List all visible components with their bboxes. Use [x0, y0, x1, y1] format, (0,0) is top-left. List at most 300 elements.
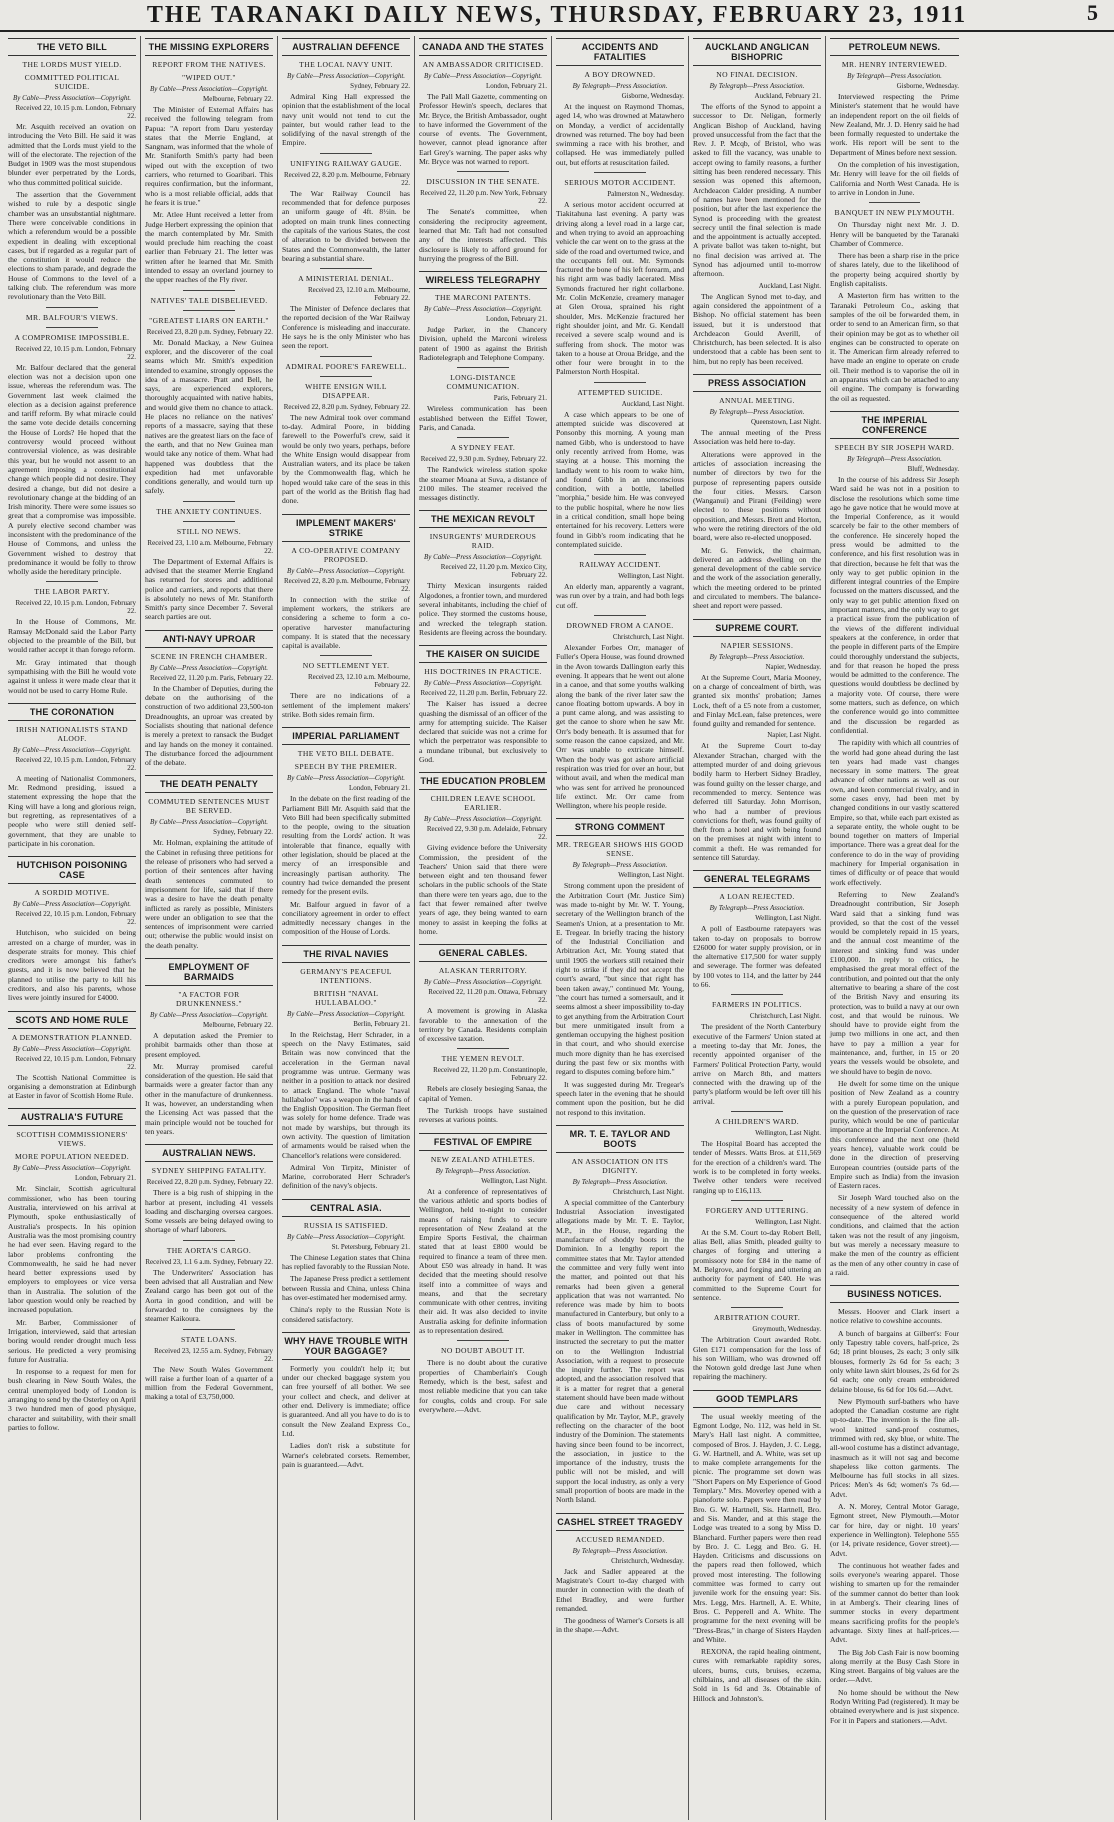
article-headline: STRONG COMMENT	[556, 818, 684, 836]
article-subheading: THE LORDS MUST YIELD.	[22, 60, 122, 69]
dateline: Received 23, 1.1 6 a.m. Sydney, February 22.	[145, 1257, 273, 1266]
article-subheading: A BOY DROWNED.	[584, 70, 656, 79]
article-body	[556, 1198, 684, 1505]
section-subheading: ADMIRAL POORE'S FAREWELL.	[285, 361, 407, 371]
paragraph: The Japanese Press predict a settlement between Russia and China, unless China has over-estimated her modernised army.	[282, 1274, 410, 1302]
dateline: Christchurch, Wednesday.	[611, 1556, 684, 1565]
paragraph: Alexander Forbes Orr, manager of Fuller's Opera House, was found drowned in the Avon towards Dallington early this evening. It appears that he went out alone in a canoe, and that some youths walking along the bank of the river later saw the canoe floating bottom upwards. A boy in a punt came along, and was assisting to get the canoe to shore when he saw Mr. Orr's body beneath. It is assumed that for some reason the canoe capsized, and Mr. Orr was unable to extricate himself. When the body was got ashore artificial respiration was tried for over an hour, but without avail, and when the medical man who was sent for arrived he pronounced life extinct. Mr. Orr came from Wellington, where his people reside.	[556, 643, 684, 811]
section-subheading: A SYDNEY FEAT.	[450, 443, 516, 453]
paragraph: The president of the North Canterbury executive of the Farmers' Union stated at a meeting to-day that Mr. Jones, the recently appointed organiser of the Farmers' Political Protection Party, would arrive on March 8th, and matters connected with the drawing up of the party's platform would be left over till his arrival.	[693, 1022, 821, 1106]
dateline: Wellington, Last Night.	[755, 914, 821, 923]
article	[8, 856, 136, 1002]
article-headline: BUSINESS NOTICES.	[830, 1285, 959, 1303]
article-body	[282, 92, 410, 148]
paragraph: Admiral King Hall expressed the opinion that the establishment of the local navy unit would not tend to cut the painter, but would rather lead to the solidifying of the naval strength of the Empire.	[282, 92, 410, 148]
byline: By Telegraph—Press Association.	[709, 904, 805, 913]
article-subheading: IRISH NATIONALISTS STAND ALOOF.	[16, 724, 128, 743]
article-headline: GENERAL CABLES.	[419, 944, 547, 962]
article	[693, 374, 821, 611]
article-subheading: AN AMBASSADOR CRITICISED.	[422, 60, 544, 69]
article-headline: SUPREME COURT.	[693, 619, 821, 637]
article-subheading: NAPIER SESSIONS.	[720, 640, 794, 650]
article-headline: THE DEATH PENALTY	[145, 775, 273, 793]
section-divider	[869, 202, 921, 203]
article	[556, 818, 684, 1116]
paragraph: The Senate's committee, when considering the reciprocity agreement, learned that Mr. Taft had not consulted any of the interests affected. This disclosure is likely to afford ground for hurrying the progress of the Bill.	[419, 207, 547, 263]
section-subheading: SPEECH BY THE PREMIER.	[294, 762, 398, 772]
paragraph: An elderly man, apparently a vagrant, was run over by a train, and had both legs cut off.	[556, 582, 684, 610]
section-divider	[183, 310, 234, 311]
article-body	[145, 557, 273, 622]
article-body	[145, 1031, 273, 1136]
dateline: Wellington, Last Night.	[618, 572, 684, 581]
byline: By Telegraph—Press Association.	[572, 1177, 668, 1186]
paragraph: Mr. Gray intimated that though sympathising with the Bill he would vote against it unless it were made clear that it would not be used to carry Home Rule.	[8, 657, 136, 695]
article-headline: ACCIDENTS AND FATALITIES	[556, 38, 684, 66]
paragraph: The Minister of Defence declares that the reported decision of the War Railway Conference is misleading and inaccurate. He says he is the only Minister who has seen the report.	[282, 304, 410, 351]
section-subheading: COMMITTED POLITICAL SUICIDE.	[24, 73, 120, 91]
article-body	[282, 304, 410, 350]
paragraph: In the House of Commons, Mr. Ramsay McDonald said the Labor Party objected to the preamble of the Bill, but would rather accept it than forego reform.	[8, 617, 136, 655]
article-body	[282, 1253, 410, 1324]
article-subheading: ANNUAL MEETING.	[719, 396, 795, 406]
article	[419, 944, 547, 1124]
byline: By Cable—Press Association—Copyright.	[286, 774, 406, 783]
article-body	[145, 1268, 273, 1324]
article-subheading: COMMUTED SENTENCES MUST BE SERVED.	[148, 797, 270, 816]
paragraph: A case which appears to be one of attempted suicide was discovered at Ponsonby this morning. A young man named Gibb, who is understood to have only recently arrived from Home, was staying at a house. This morning the landlady went to his room to wake him, and found Gibb in an unconscious condition, with a bottle, labelled "morphia," beside him. He was conveyed to the public hospital, where he now lies in a critical condition, small hope being entertained for his recovery. Letters were found in Gibb's room indicating that he contemplated suicide.	[556, 409, 684, 549]
column-6	[689, 36, 826, 1820]
dateline: Received 22, 10.15 p.m. London, February 22.	[15, 755, 136, 772]
article-body	[556, 200, 684, 377]
dateline: Received 22, 8.20 p.m. Sydney, February 22.	[283, 402, 410, 411]
article-body	[693, 102, 821, 279]
dateline: London, February 21.	[348, 784, 410, 793]
section-divider	[320, 376, 371, 377]
article	[282, 727, 410, 936]
article	[145, 958, 273, 1136]
paragraph: The Big Job Cash Fair is now booming along merrily at the Busy Cash Store in King street. Bargains of big values are the order.—Advt.	[830, 1647, 959, 1685]
article	[145, 630, 273, 768]
article	[8, 1011, 136, 1101]
article	[145, 38, 273, 622]
article-headline: WHY HAVE TROUBLE WITH YOUR BAGGAGE?	[282, 1332, 410, 1360]
article-subheading: CHILDREN LEAVE SCHOOL EARLIER.	[430, 794, 536, 813]
article-body	[693, 292, 821, 366]
article-body	[282, 1364, 410, 1469]
paragraph: The Chinese Legation states that China has replied favorably to the Russian Note.	[282, 1252, 410, 1272]
dateline: Gisborne, Wednesday.	[621, 92, 684, 100]
article-subheading: NEW ZEALAND ATHLETES.	[430, 1154, 536, 1164]
paragraph: No home should be without the New Rodyn Writing Pad (registered). It may be obtained everywhere and is just sixpence. For it in Papers and stationers.—Advt.	[830, 1687, 959, 1725]
article	[556, 38, 684, 810]
section-divider	[183, 1240, 234, 1241]
paragraph: The Arbitration Court awarded Robt. Glen £171 compensation for the loss of his son William, who was drowned off the Notown gold dredge last June when repairing the machinery.	[693, 1335, 821, 1382]
section-divider	[594, 172, 645, 173]
paragraph: At the inquest on Raymond Thomas, aged 14, who was drowned at Matawhero on Monday, a verdict of accidentally drowned was returned. The boy had been swimming a race with his brother, and collapsed. He was immediately pulled out, but efforts at resuscitation failed.	[556, 102, 684, 167]
paragraph: Interviewed respecting the Prime Minister's statement that he would have an independent report on the oil fields of New Zealand, Mr. J. D. Henry said he had been formally requested to undertake the work. His report will be sent to the Department of Mines before next session.	[830, 92, 959, 157]
dateline: Received 22, 8.20 p.m. Melbourne, February 22.	[284, 576, 410, 593]
section-subheading: BRITISH "NAVAL HULLABALOO."	[313, 988, 379, 1007]
article	[693, 870, 821, 1381]
article-body	[556, 102, 684, 167]
byline: By Cable—Press Association—Copyright.	[12, 900, 132, 909]
paragraph: A poll of Eastbourne ratepayers was taken to-day on proposals to borrow £26000 for water supply provision, or in the alternative £17,500 for water supply and sewerage. The former was defeated by 100 votes to 114, and the latter by 244 to 66.	[693, 924, 821, 990]
dateline: Wellington, Last Night.	[618, 871, 684, 880]
byline: By Cable—Press Association—Copyright.	[423, 305, 543, 314]
paragraph: At the Supreme Court, Maria Mooney, on a charge of concealment of birth, was granted six months' probation; James Lock, theft of a £5 note from a customer, and Finlay McLean, false pretences, were found guilty and remanded for sentence.	[693, 672, 821, 729]
paragraph: The goodness of Warner's Corsets is all in the shape.—Advt.	[556, 1616, 684, 1635]
article-body	[419, 581, 547, 637]
article-subheading: MR. TREGEAR SHOWS HIS GOOD SENSE.	[556, 840, 684, 859]
article-headline: EMPLOYMENT OF BARMAIDS	[145, 958, 273, 986]
article-headline: GOOD TEMPLARS	[693, 1390, 821, 1408]
dateline: Received 23, 1.10 a.m. Melbourne, February 22.	[147, 538, 273, 555]
article-body	[693, 1228, 821, 1302]
paragraph: A special committee of the Canterbury Industrial Association investigated allegations made by Mr. T. E. Taylor, M.P., in the House, regarding the manufacture of shoddy boots in the Dominion. In a lengthy report the committee states that Mr. Taylor attended the committee and very fully went into the matter, and pointed out that his remarks had been given a general application that was not warranted. No reference was made by him to boots manufactured in Canterbury, but only to a class of boots manufactured by some maker in Wellington. The committee has instructed the secretary to put the matter on to the Wellington Industrial Association, with a request to prosecute the inquiry further. The report was adopted, and the association resolved that it is a matter for regret that a general statement should have been made without due care and without necessary qualification by Mr. Taylor, M.P., gravely reflecting on the character of the boot industry of the Dominion. The statements having since been found to be incorrect, the association, in justice to the importance of the industry, trusts the public will not be misled, and will support the local industry, as only a very small proportion of boots are made in the North Island.	[556, 1197, 684, 1505]
paragraph: There is no doubt about the curative properties of Chamberlain's Cough Remedy, which is the best, safest and most reliable medicine that you can take for coughs, colds and croup. For sale everywhere.—Advt.	[419, 1358, 547, 1414]
article-headline: MR. T. E. TAYLOR AND BOOTS	[556, 1125, 684, 1153]
paragraph: China's reply to the Russian Note is considered satisfactory.	[282, 1305, 410, 1324]
paragraph: The Hospital Board has accepted the tender of Messrs. Watts Bros. at £11,569 for the erection of a children's ward. The work is to be completed in forty weeks. Twelve other tenders were received ranging up to £16,113.	[693, 1139, 821, 1195]
paragraph: On the completion of his investigation, Mr. Henry will leave for the oil fields of California and North West Canada. He is to arrive in London in June.	[830, 160, 959, 197]
dateline: Sydney, February 22.	[213, 828, 273, 837]
byline: By Telegraph—Press Association.	[709, 652, 805, 661]
article	[8, 1108, 136, 1432]
paragraph: A serious motor accident occurred at Tiakitahuna last evening. A party was driving along a level road in a large car, and when trying to avoid an approaching vehicle the car went on to the grass at the side of the road and overturned twice, and the occupants fell out. Mr. Symonds fractured the bone of his left forearm, and his right arm was badly lacerated. Miss Symonds fractured her right collarbone. Mr. Colin McKenzie, creamery manager at Glen Oroua, sprained his right shoulder, Mrs. McKenzie fractured her right shoulder joint, and Mr. G. Kendall received a severe scalp wound and is suffering from shock. The motor was taken to a house at Oroua Bridge, and the other four were brought in to the Palmerston North Hospital.	[556, 200, 684, 377]
paragraph: Mr. Balfour declared that the general election was not a decision upon one issue, whereas the referendum was. The Government last week claimed the election as a decision against preference and tariff reform. By what miracle could the same vote decide details concerning the House of Lords? He hoped that the controversy would proceed without controversial violence, as was desirable this year, but he would not assent to an agreement imposing a constitutional change which people did not desire. They desired a change, but did not desire a revolutionary change at the bidding of an Irish minority. There were some issues so great that a compromise was impossible. A purely elective second chamber was inconsistent with the predominance of the House of Commons, and unless the Government wished to destroy that predominance it would be folly to throw wholly aside the hereditary principle.	[8, 362, 136, 577]
article	[282, 1199, 410, 1324]
dateline: Received 22, 10.15 p.m. London, February 22.	[15, 104, 136, 120]
paragraph: Judge Parker, in the Chancery Division, upheld the Marconi wireless patent of 1900 as against the British Radiotelegraph and Telephone Company.	[419, 325, 547, 363]
article-body	[556, 1567, 684, 1635]
byline: By Telegraph—Press Association.	[435, 1166, 531, 1175]
paragraph: Mr. Barber, Commissioner of Irrigation, interviewed, said that artesian boring would render drought much less serious. He predicted a very promising future for Australia.	[8, 1317, 136, 1364]
article-body	[145, 105, 273, 285]
dateline: Christchurch, Last Night.	[612, 633, 684, 642]
article-body	[8, 774, 136, 848]
section-divider	[183, 521, 234, 522]
section-divider	[183, 1329, 234, 1330]
byline: By Cable—Press Association—Copyright.	[423, 72, 543, 80]
article-subheading: GERMANY'S PEACEFUL INTENTIONS.	[300, 966, 392, 985]
section-subheading: THE AORTA'S CARGO.	[166, 1245, 252, 1255]
article-body	[830, 92, 959, 197]
paragraph: The Pall Mall Gazette, commenting on Professor Hewin's speech, declares that Mr. Bryce, the British Ambassador, ought to have informed the Government of the course of events. The Government, however, cannot plead ignorance after Earl Grey's warning. The paper asks why Mr. Bryce was not warned to report.	[419, 92, 547, 167]
section-subheading: FARMERS IN POLITICS.	[712, 1000, 802, 1010]
masthead-title: THE TARANAKI DAILY NEWS, THURSDAY, FEBRUARY 23, 1911	[146, 1, 968, 28]
section-divider	[46, 327, 97, 328]
paragraph: Strong comment upon the president of the Arbitration Court (Mr. Justice Sim) was made to-night by Mr. W. T. Young, secretary of the Wellington branch of the Seamen's Union, at a presentation to Mr. E. Tregear. In briefly tracing the history of the Industrial Conciliation and Arbitration Act, Mr. Young stated that until 1905 the workers still retained their right to strike if they did not accept the court's award, "but since that right has been taken away," continued Mr. Young, "the court has turned a somersault, and it seems almost a sheer impossibility to-day to get anything from the Arbitration Court but mere unmitigated insult from a gentleman occupying the highest position in that court, and who should exercise much more dignity than he has exercised during the past few or six months with regard to disputes coming before him."	[556, 881, 684, 1077]
article-body	[8, 1073, 136, 1101]
article-body	[556, 410, 684, 549]
article-subheading: AN ASSOCIATION ON ITS DIGNITY.	[571, 1156, 669, 1175]
dateline: Greymouth, Wednesday.	[752, 1325, 821, 1334]
article-body	[419, 1006, 547, 1043]
paragraph: Formerly you couldn't help it; but under our checked baggage system you can free yourself of all bother. We see your collect and check, and deliver at other end. Delivery is immediate; office is guaranteed. And all you have to do is to consult the New Zealand Express Co., Ltd.	[282, 1363, 410, 1438]
paragraph: Wireless communication has been established between the Eiffel Tower, Paris, and Canada.	[419, 404, 547, 432]
paragraph: The usual weekly meeting of the Egmont Lodge, No. 112, was held in St. Mary's Hall last night. A committee, composed of Bros. J. Hayden, J. C. Legg, G. W. Hartnell, and A. White, was set up to make complete arrangements for the picnic. The programme set down was "Short Papers on My Experience of Good Templary." Mrs. Moverley opened with a pianoforte solo. Papers were then read by Bro. G. W. Hartnell, Sis. Hartnell, Bro. and Sis. Mander, and at this stage the Lodge was treated to a song by Miss D. Blanchard. Further papers were then read by Bro. J. C. Legg and Bro. G. H. Hayden. Criticisms and discussions on the papers read then followed, which proved most interesting. The following committee was formed to carry out juvenile work for the ensuing year: Sis. Mrs. Legg, Mrs. Hartnell, A. E. White, Bros. C. Pepperell and A. White. The programme for the next evening will be "Dress-Bras," in charge of Sisters Hayden and White.	[693, 1411, 821, 1644]
section-subheading: ARBITRATION COURT.	[713, 1313, 801, 1323]
paragraph: In the course of his address Sir Joseph Ward said he was not in a position to disclose the resolutions which some time ago he gave notice that he would move at the Imperial Conference, as it would scarcely be fair to the other members of the conference. He sincerely hoped the press would be admitted to the conference, and his first resolution was in that direction, because he felt that was the only way to get public opinion in the different integral countries of the Empire focussed on the matters discussed, and the only way to get public attention fixed on important matters, and the only way to get a practical issue from the publication of the views of the different individual speakers at the conference, in order that the people in different parts of the Empire could thoroughly understand the subjects, and for that reason he hoped the press would be admitted to the conference. The questions would doubtless be declined by a majority vote. Of course, there were some matters, such as defence, on which the conference would go into committee and the discussion be regarded as confidential.	[830, 474, 959, 735]
article	[693, 619, 821, 863]
paragraph: The Turkish troops have sustained reverses at various points.	[419, 1106, 547, 1125]
section-divider	[594, 554, 645, 555]
dateline: Napier, Last Night.	[767, 731, 821, 740]
dateline: Christchurch, Last Night.	[749, 1012, 821, 1021]
article	[419, 772, 547, 936]
section-divider	[457, 1340, 508, 1341]
dateline: Christchurch, Last Night.	[612, 1187, 684, 1196]
byline: By Telegraph—Press Association.	[709, 408, 805, 417]
section-subheading: BANQUET IN NEW PLYMOUTH.	[834, 208, 955, 218]
article-body	[556, 643, 684, 810]
article-body	[693, 741, 821, 862]
section-subheading: RAILWAY ACCIDENT.	[579, 560, 661, 570]
section-divider	[457, 437, 508, 438]
article-headline: THE EDUCATION PROBLEM	[419, 772, 547, 790]
byline: By Cable—Press Association—Copyright.	[423, 978, 543, 987]
article-subheading: A CO-OPERATIVE COMPANY PROPOSED.	[291, 545, 401, 564]
article-headline: SCOTS AND HOME RULE	[8, 1011, 136, 1029]
dateline: Received 22, 10.15 p.m. London, February 22.	[15, 910, 136, 927]
article-body	[419, 325, 547, 362]
article-headline: WIRELESS TELEGRAPHY	[419, 271, 547, 289]
article-headline: AUSTRALIA'S FUTURE	[8, 1108, 136, 1126]
byline: By Cable—Press Association—Copyright.	[12, 1164, 132, 1173]
dateline: Received 22, 10.15 p.m. London, February 22.	[15, 344, 136, 361]
article-subheading: THE MARCONI PATENTS.	[434, 293, 532, 303]
article-subheading: THE VETO BILL DEBATE.	[297, 749, 395, 759]
article-headline: AUSTRALIAN NEWS.	[145, 1144, 273, 1162]
article-headline: CASHEL STREET TRAGEDY	[556, 1513, 684, 1531]
byline: By Telegraph—Press Association.	[572, 861, 668, 870]
article-body	[282, 189, 410, 263]
dateline: Berlin, February 21.	[353, 1019, 410, 1028]
section-divider	[457, 367, 508, 368]
paragraph: Mr. Holman, explaining the attitude of the Cabinet in refusing three petitions for the release of prisoners who had served a portion of their sentences after having death sentences commuted to imprisonment for life, said that if there was a desire to have the death penalty inflicted as rarely as possible, Ministers were under an obligation to see that the sentences of imprisonment were carried out; otherwise the public would insist on the death penalty.	[145, 838, 273, 950]
byline: By Cable—Press Association—Copyright.	[149, 85, 269, 93]
article	[282, 514, 410, 720]
column-3	[278, 36, 415, 1820]
article	[145, 775, 273, 950]
section-divider	[320, 153, 371, 154]
article-body	[282, 413, 410, 506]
dateline: Received 22, 11.20 p.m. Berlin, February 22.	[420, 689, 547, 698]
section-subheading: LONG-DISTANCE COMMUNICATION.	[446, 373, 520, 392]
section-subheading: "WIPED OUT."	[182, 73, 236, 82]
paragraph: Mr. Donald Mackay, a New Guinea explorer, and the discoverer of the coal seams which Mr. Smith's expedition intended to examine, strongly opposes the idea of a massacre. Pratt and Bell, he says, are experienced explorers, thoroughly acquainted with native habits, and would give them no chance to attack. He places no reliance on the natives' reports of a massacre, saying that these natives are the greatest liars on the face of the earth, and that no New Guinea man would take any notice of them. What had happened was doubtless that the expedition had met unfavorable conditions generally, and would turn up safely.	[145, 337, 273, 496]
byline: By Cable—Press Association—Copyright.	[286, 566, 406, 575]
masthead	[0, 0, 1114, 32]
article	[693, 38, 821, 366]
paragraph: In response to a request for men for bush clearing in New South Wales, the central unemployed body of London is arranging to send by the Osterley on April 3 two hundred men of good physique, character and suitability, with their small parties to follow.	[8, 1367, 137, 1432]
section-subheading: FORGERY AND UTTERING.	[705, 1205, 809, 1215]
article-subheading: SPEECH BY SIR JOSEPH WARD.	[834, 442, 955, 452]
paragraph: Mr. Atlee Hunt received a letter from Judge Herbert expressing the opinion that the march contemplated by Mr. Smith would preclude him reaching the coast earlier than February 21. The letter was written after he learned that Mr. Smith intended to essay an overland journey to the upper reaches of the Fly river.	[145, 210, 273, 285]
paragraph: There are no indications of a settlement of the implement makers' strike. Both sides remain firm.	[282, 691, 410, 719]
article	[830, 38, 959, 403]
paragraph: In the Chamber of Deputies, during the debate on the authorising of the construction of two additional 23,500-ton Dreadnoughts, an uproar was created by Socialists shouting that national defence is merely a pretext to ransack the Budget and lay hands on the money it contained. The disturbance forced the adjournment of the debate.	[145, 683, 273, 768]
byline: By Cable—Press Association—Copyright.	[286, 72, 406, 80]
article-body	[8, 363, 136, 577]
article-body	[693, 673, 821, 729]
paragraph: A meeting of Nationalist Commoners, Mr. Redmond presiding, issued a statement expressing the hope that the King will have a long and glorious reign, but regretting, as representatives of a people who were still denied self-government, that they are unable to participate in his coronation.	[8, 773, 136, 848]
paragraph: Giving evidence before the University Commission, the president of the Teachers' Union said that there were between eight and ten thousand fewer scholars in the public schools of the State than there were ten years ago, due to the fact that fewer remained after twelve years of age, they being wanted to earn money to assist in keeping the folks at home.	[419, 843, 547, 936]
article	[8, 703, 136, 848]
dateline: Received 22, 9.30 p.m. Sydney, February 22.	[420, 455, 547, 464]
article-body	[693, 1412, 821, 1703]
article-subheading: ACCUSED REMANDED.	[575, 1534, 665, 1544]
dateline: Received 23, 12.10 a.m. Melbourne, February 22.	[307, 286, 410, 303]
article	[282, 945, 410, 1191]
byline: By Telegraph—Press Association.	[572, 82, 668, 90]
section-divider	[594, 615, 645, 616]
article-headline: IMPLEMENT MAKERS' STRIKE	[282, 514, 410, 542]
byline: By Cable—Press Association—Copyright.	[149, 818, 269, 827]
byline: By Cable—Press Association—Copyright.	[12, 1044, 132, 1053]
article-headline: AUSTRALIAN DEFENCE	[282, 38, 410, 56]
article-subheading: A LOAN REJECTED.	[719, 892, 795, 902]
article	[419, 38, 547, 263]
section-divider	[731, 1307, 782, 1308]
article-subheading: "A FACTOR FOR DRUNKENNESS."	[176, 990, 242, 1008]
paragraph: The Kaiser has issued a decree quashing the dismissal of an officer of the army for attempting suicide. The Kaiser declared that suicide was not a crime for which the perpetrator was responsible to a mundane tribunal, but exclusively to God.	[419, 699, 547, 764]
article-headline: THE CORONATION	[8, 703, 136, 721]
dateline: Received 22, 8.20 p.m. Melbourne, February 22.	[284, 170, 410, 187]
article-subheading: INSURGENTS' MURDEROUS RAID.	[429, 532, 537, 551]
dateline: Queenstown, Last Night.	[751, 418, 821, 427]
article-body	[830, 220, 959, 403]
paragraph: The continuous hot weather fades and soils everyone's wearing apparel. Those wishing to smarten up for the remainder of the summer cannot do better than look in at Amberg's. Their clearing lines of summer stocks in every department means sacrificing profits for the people's advantage. Sixty lines at half-prices.—Advt.	[830, 1560, 959, 1645]
paragraph: Mr. Sinclair, Scottish agricultural commissioner, who has been touring Australia, interviewed on his arrival at Plymouth, spoke enthusiastically of Australia's prospects. In his opinion Australia was the most promising country he had ever seen. Having regard to the labor problems confronting the Commonwealth, he said he had never heard better expressions used by employers to employees or vice versa than in Australia. The solution of the labor question would only be reached by increased population.	[8, 1184, 136, 1315]
paragraph: A bunch of bargains at Gilbert's: Four only Tapestry table covers, half-price, 2s 6d; 18 print blouses, 2s each; 3 only silk blouses, formerly 2s 6d for 5s each; 3 only white lawn skirt blouses, 2s 6d for 2s 6d each; one only cream embroidered delaine blouse, 6s 6d for 10s 6d.—Advt.	[830, 1328, 959, 1394]
dateline: Paris, February 21.	[493, 394, 547, 403]
dateline: Wellington, Last Night.	[481, 1176, 547, 1185]
dateline: Auckland, February 21.	[754, 92, 821, 100]
section-divider	[731, 994, 782, 995]
paragraph: It was suggested during Mr. Tregear's speech later in the evening that he should comment upon the position, but he did not respond to this invitation.	[556, 1079, 684, 1117]
article-body	[8, 122, 136, 302]
section-subheading: DISCUSSION IN THE SENATE.	[426, 177, 540, 187]
byline: By Cable—Press Association—Copyright.	[423, 553, 543, 562]
paragraph: The annual meeting of the Press Association was held here to-day.	[693, 428, 821, 447]
section-divider	[731, 1200, 782, 1201]
byline: By Cable—Press Association—Copyright.	[286, 1232, 406, 1241]
section-divider	[320, 356, 371, 357]
section-divider	[320, 268, 371, 269]
paragraph: Jack and Sadler appeared at the Magistrate's Court to-day charged with murder in connection with the death of Ethel Bradley, and were further remanded.	[556, 1566, 684, 1613]
paragraph: Alterations were approved in the articles of association increasing the number of directors by two for the purpose of representing papers outside the four cities. Messrs. Carson (Wanganui) and Pirani (Feilding) were elected to these positions without opposition, and Messrs. Brett and Horton, who were the retiring directors of the old board, were also re-elected unopposed.	[693, 449, 821, 543]
article-body	[145, 1188, 273, 1234]
paragraph: Messrs. Hoover and Clark insert a notice relative to cowshine accounts.	[830, 1307, 959, 1326]
article-subheading: REPORT FROM THE NATIVES.	[152, 60, 266, 69]
column-5	[552, 36, 689, 1820]
paragraph: The new Admiral took over command to-day. Admiral Poore, in bidding farewell to the Powerful's crew, said it would be only two years, perhaps, before the White Ensign would disappear from Australian waters, and its place be taken by the Commonwealth flag, which he hoped would take care of the seas in this part of the world as the British flag had done.	[282, 412, 410, 506]
paragraph: At a conference of representatives of the various athletic and sports bodies of Wellington, held to-night to consider means of raising funds to secure representation of New Zealand at the Empire Sports Festival, the chairman stated that at least £800 would be required to finance a team of three men. About £50 was already in hand. It was decided that the meeting should resolve itself into a committee of ways and means, and that the secretary communicate with other centres, inviting their aid. It was also decided to invite Australia asking for definite information as to representation desired.	[419, 1186, 547, 1336]
article-body	[8, 1184, 136, 1432]
article-headline: PETROLEUM NEWS.	[830, 38, 959, 56]
paragraph: In the Reichstag, Herr Schrader, in a speech on the Navy Estimates, said Britain was now convinced that the acceleration in the German naval programme was untrue. Germany was neither in a position to attack nor desired to attack England. The whole "naval hullabaloo" was a weapon in the hands of the English Opposition. The German fleet was solely for home defence. Trade was not made by warships, but through its own activity. The question of limitation of armaments would be raised when the Chancellor's relations were considered.	[282, 1029, 410, 1160]
article-body	[419, 699, 547, 764]
paragraph: The Underwriters' Association has been advised that all Australian and New Zealand cargo has been got out of the Aorta in good condition, and will be forwarded to the consignees by the steamer Kaikoura.	[145, 1267, 273, 1324]
paragraph: Rebels are closely besieging Sanaa, the capital of Yemen.	[419, 1084, 547, 1103]
paragraph: Admiral Von Tirpitz, Minister of Marine, corroborated Herr Schrader's definition of the navy's objects.	[282, 1162, 410, 1191]
article-subheading: SCENE IN FRENCH CHAMBER.	[150, 651, 268, 661]
article-headline: ANTI-NAVY UPROAR	[145, 630, 273, 648]
paragraph: The New South Wales Government will raise a further loan of a quarter of a million from the Federal Government, making a total of £3,750,000.	[145, 1364, 273, 1402]
dateline: Received 22, 11.20 p.m. Paris, February 22.	[150, 673, 273, 682]
byline: By Cable—Press Association—Copyright.	[286, 1009, 406, 1018]
article-body	[419, 465, 547, 502]
article-body	[282, 794, 410, 936]
paragraph: A movement is growing in Alaska favorable to the annexation of the territory by Canada. Residents complain of excessive taxation.	[419, 1006, 547, 1044]
article	[419, 645, 547, 764]
paragraph: A. N. Morey, Central Motor Garage, Egmont street, New Plymouth.—Motor car for hire, day or night. 10 years' experience in Wellington). Telephone 555 (or 14, private residence, Gover street).—Advt.	[830, 1502, 959, 1558]
paragraph: The efforts of the Synod to appoint a successor to Dr. Neligan, formerly Anglican Bishop of Auckland, having proved unsuccessful from the fact that the Rev. J. P. Mcqb, of Bristol, who was asked to fill the vacancy, was unable to accept owing to family reasons, a further sitting has been rendered necessary. This session was opened this afternoon, Archdeacon Calder presiding. A number of names have been mentioned for the position, but after the last experience the Synod is proceeding with the greatest secrecy until the final selection is made and the appointment is actually accepted. A private ballot was taken to-night, but no final decision was arrived at. The Synod has adjourned until to-morrow afternoon.	[693, 102, 821, 279]
article-body	[419, 1187, 547, 1336]
article-headline: IMPERIAL PARLIAMENT	[282, 727, 410, 745]
paragraph: REXONA, the rapid healing ointment, cures with remarkable rapidity sores, ulcers, burns, cuts, bruises, eczema, chilblains, and all diseases of the skin. Sold in 1s 6d and 3s. Obtainable of Hillock and Johnston's.	[693, 1647, 821, 1703]
section-subheading: STILL NO NEWS.	[176, 526, 242, 536]
article-body	[145, 684, 273, 768]
article-body	[8, 928, 136, 1002]
section-subheading: A MINISTERIAL DENIAL.	[298, 274, 394, 284]
dateline: Palmerston N., Wednesday.	[607, 190, 684, 199]
paragraph: The Anglican Synod met to-day, and again considered the appointment of a Bishop. No official statement has been issued, but it is understood that Archdeacon Gould Averill, of Christchurch, has been selected. It is also understood that a cable has been sent to him, but no reply has been received.	[693, 291, 821, 366]
article-subheading: ALASKAN TERRITORY.	[438, 966, 528, 976]
section-subheading: MORE POPULATION NEEDED.	[14, 1152, 130, 1162]
article-body	[693, 924, 821, 989]
dateline: Received 22, 8.20 p.m. Sydney, February 22.	[146, 1178, 273, 1187]
article-body	[419, 1358, 547, 1414]
paragraph: Mr. Murray promised careful consideration of the question. He said that barmaids were a greater factor than any other in the manufacture of drunkenness. It was, however, an understanding when the Licensing Act was passed that the main principle would not be touched for ten years.	[145, 1061, 274, 1136]
column-2	[141, 36, 278, 1820]
article-body	[419, 207, 547, 263]
dateline: Wellington, Last Night.	[755, 1129, 821, 1138]
article-headline: CANADA AND THE STATES	[419, 38, 547, 56]
section-divider	[320, 655, 371, 656]
article-body	[830, 475, 959, 1277]
article-headline: THE IMPERIAL CONFERENCE	[830, 411, 959, 439]
byline: By Cable—Press Association—Copyright.	[149, 663, 269, 672]
dateline: Received 22, 11.20 p.m. Constantinople, February 22.	[433, 1066, 547, 1083]
article	[419, 271, 547, 502]
dateline: Sydney, February 22.	[350, 82, 410, 90]
article	[830, 1285, 959, 1725]
columns-container	[0, 32, 1114, 1820]
paragraph: Thirty Mexican insurgents raided Algodones, a frontier town, and murdered several inhabitants, including the chief of police. They stormed the customs house, and wrecked the telegraph station. Residents are fleeing across the boundary.	[419, 581, 547, 637]
dateline: Gisborne, Wednesday.	[896, 82, 959, 90]
article-headline: CENTRAL ASIA.	[282, 1199, 410, 1217]
article-body	[419, 404, 547, 432]
section-divider	[594, 382, 645, 383]
paragraph: Referring to New Zealand's Dreadnought contribution, Sir Joseph Ward said that a sinking fund was provided, so that the cost of the vessel would be completely repaid in 15 years, and the annual cost meantime of the interest and sinking fund was under £100,000. In reply to critics, he emphasised the great moral effect of the contribution, and pointed out that the only alternative to bearing a share of the cost of the British Navy and ensuring its protection, was to build a navy at our own cost, and that would be ruinous. We should have to provide eight from the jump two millions in one act, and then have to pay a million a year for maintenance, and, further, in 15 or 20 years the vessels would be obsolete, and we should have to begin de novo.	[830, 889, 959, 1076]
paragraph: Mr. G. Fenwick, the chairman, delivered an address dwelling on the general development of the cable service and the work of the association generally, which the meeting ordered to be printed and circulated to members. The balance-sheet and report were passed.	[693, 545, 821, 611]
article-headline: THE MEXICAN REVOLT	[419, 510, 547, 528]
section-divider	[457, 171, 508, 172]
byline: By Cable—Press Association—Copyright.	[423, 815, 543, 824]
column-4	[415, 36, 552, 1820]
article-body	[419, 92, 547, 166]
article-body	[145, 1365, 273, 1402]
article-headline: THE MISSING EXPLORERS	[145, 38, 273, 56]
paragraph: The assertion that the Government wished to rule by a despotic single chamber was an unsubstantial nightmare. There were conceivable conditions in which a referendum would be a possible expedient in dealing with exceptional cases, but if regarded as a regular part of the constitution it would reduce the elections to sham parade, and degrade the House of Commons to the level of a talking club. The referendum was more revolutionary than the Veto Bill.	[8, 190, 136, 302]
paragraph: Mr. Asquith received an ovation on introducing the Veto Bill. He said it was admitted that the Lords must yield to the will of the electorate. The rejection of the Budget in 1909 was the most stupendous blunder ever perpetrated by the Lords, who thus committed political suicide.	[8, 122, 136, 187]
article-body	[693, 1139, 821, 1195]
article	[556, 1513, 684, 1635]
section-subheading: "GREATEST LIARS ON EARTH."	[149, 315, 269, 325]
